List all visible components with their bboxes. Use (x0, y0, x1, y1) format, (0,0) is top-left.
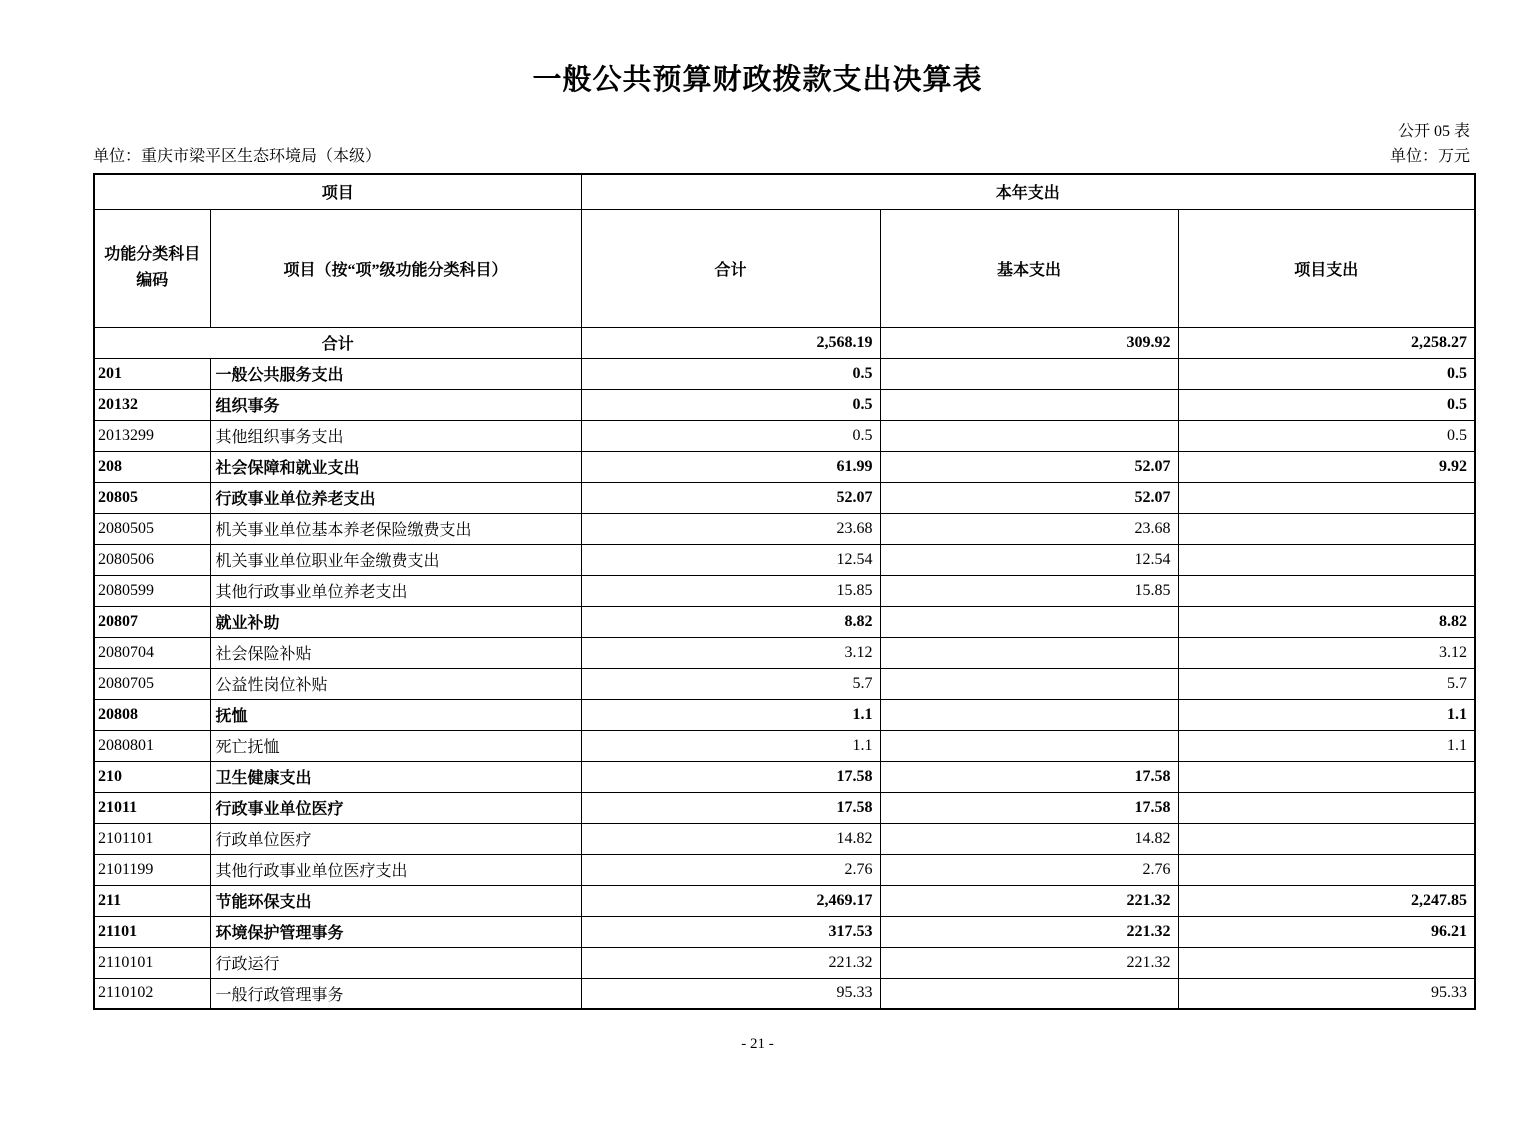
project-cell: 1.1 (1178, 730, 1475, 761)
total-cell: 221.32 (581, 947, 880, 978)
col-header-function-code (94, 209, 210, 327)
item-name-cell: 行政事业单位养老支出 (210, 482, 581, 513)
project-cell: 2,258.27 (1178, 327, 1475, 358)
total-cell: 14.82 (581, 823, 880, 854)
total-cell: 0.5 (581, 358, 880, 389)
code-cell: 2080599 (94, 575, 210, 606)
header-col-row (94, 209, 1475, 327)
basic-cell (880, 668, 1178, 699)
table-header-project-group: 项目 (94, 174, 581, 209)
project-cell (1178, 792, 1475, 823)
project-cell: 0.5 (1178, 389, 1475, 420)
project-cell: 2,247.85 (1178, 885, 1475, 916)
item-name-cell: 行政事业单位医疗 (210, 792, 581, 823)
total-cell: 0.5 (581, 420, 880, 451)
total-cell: 95.33 (581, 978, 880, 1009)
code-cell: 21101 (94, 916, 210, 947)
table-row (94, 482, 1475, 513)
code-cell: 2080505 (94, 513, 210, 544)
project-cell (1178, 513, 1475, 544)
basic-cell: 17.58 (880, 792, 1178, 823)
basic-cell: 221.32 (880, 916, 1178, 947)
col-header-project-expenditure: 项目支出 (1178, 209, 1475, 327)
item-name-cell: 死亡抚恤 (210, 730, 581, 761)
code-cell: 2080705 (94, 668, 210, 699)
item-name-cell: 组织事务 (210, 389, 581, 420)
code-cell: 20132 (94, 389, 210, 420)
col-header-basic-expenditure: 基本支出 (880, 209, 1178, 327)
meta-row (0, 145, 1515, 169)
project-cell: 5.7 (1178, 668, 1475, 699)
table-row (94, 761, 1475, 792)
project-cell: 1.1 (1178, 699, 1475, 730)
project-cell (1178, 482, 1475, 513)
project-cell: 8.82 (1178, 606, 1475, 637)
basic-cell (880, 389, 1178, 420)
total-cell: 317.53 (581, 916, 880, 947)
code-cell: 20805 (94, 482, 210, 513)
col-header-function-code-line1: 功能分类科目 (104, 246, 201, 263)
project-cell: 3.12 (1178, 637, 1475, 668)
basic-cell (880, 730, 1178, 761)
total-cell: 8.82 (581, 606, 880, 637)
project-cell: 0.5 (1178, 420, 1475, 451)
total-cell: 2,568.19 (581, 327, 880, 358)
code-cell: 210 (94, 761, 210, 792)
table-row (94, 420, 1475, 451)
item-name-cell: 机关事业单位职业年金缴费支出 (210, 544, 581, 575)
basic-cell: 221.32 (880, 885, 1178, 916)
table-row (94, 885, 1475, 916)
table-row (94, 668, 1475, 699)
total-cell: 0.5 (581, 389, 880, 420)
code-cell: 20807 (94, 606, 210, 637)
code-cell: 2080704 (94, 637, 210, 668)
table-row (94, 699, 1475, 730)
table-row (94, 358, 1475, 389)
basic-cell: 52.07 (880, 482, 1178, 513)
org-unit-label: 单位：重庆市梁平区生态环境局（本级） (93, 148, 382, 165)
table-row (94, 978, 1475, 1009)
total-cell: 12.54 (581, 544, 880, 575)
item-name-cell: 社会保险补贴 (210, 637, 581, 668)
item-name-cell: 节能环保支出 (210, 885, 581, 916)
table-row (94, 916, 1475, 947)
table-row (94, 637, 1475, 668)
code-cell: 20808 (94, 699, 210, 730)
code-cell: 201 (94, 358, 210, 389)
code-cell: 211 (94, 885, 210, 916)
col-header-item-name: 项目（按“项”级功能分类科目） (210, 209, 581, 327)
table-row (94, 513, 1475, 544)
code-cell: 2101199 (94, 854, 210, 885)
basic-cell: 14.82 (880, 823, 1178, 854)
table-row (94, 575, 1475, 606)
project-cell: 9.92 (1178, 451, 1475, 482)
project-cell: 95.33 (1178, 978, 1475, 1009)
basic-cell (880, 420, 1178, 451)
item-name-cell: 其他组织事务支出 (210, 420, 581, 451)
project-cell: 96.21 (1178, 916, 1475, 947)
total-cell: 1.1 (581, 699, 880, 730)
table-row (94, 854, 1475, 885)
item-name-cell: 就业补助 (210, 606, 581, 637)
item-name-cell: 行政运行 (210, 947, 581, 978)
budget-table (93, 173, 1476, 1010)
basic-cell (880, 358, 1178, 389)
total-cell: 2,469.17 (581, 885, 880, 916)
basic-cell: 52.07 (880, 451, 1178, 482)
basic-cell (880, 637, 1178, 668)
basic-cell: 17.58 (880, 761, 1178, 792)
col-header-total: 合计 (581, 209, 880, 327)
item-name-cell: 公益性岗位补贴 (210, 668, 581, 699)
table-row (94, 947, 1475, 978)
item-name-cell: 其他行政事业单位养老支出 (210, 575, 581, 606)
page-number: - 21 - (741, 1036, 774, 1052)
project-cell (1178, 575, 1475, 606)
total-cell: 61.99 (581, 451, 880, 482)
basic-cell: 23.68 (880, 513, 1178, 544)
total-cell: 17.58 (581, 761, 880, 792)
basic-cell: 15.85 (880, 575, 1178, 606)
table-row (94, 451, 1475, 482)
money-unit-label: 单位：万元 (1389, 148, 1470, 165)
code-cell: 2080801 (94, 730, 210, 761)
basic-cell: 309.92 (880, 327, 1178, 358)
basic-cell (880, 606, 1178, 637)
code-cell: 2110101 (94, 947, 210, 978)
item-name-cell: 环境保护管理事务 (210, 916, 581, 947)
project-cell (1178, 823, 1475, 854)
table-row (94, 792, 1475, 823)
item-name-cell: 社会保障和就业支出 (210, 451, 581, 482)
total-cell: 1.1 (581, 730, 880, 761)
total-cell: 52.07 (581, 482, 880, 513)
item-name-cell: 机关事业单位基本养老保险缴费支出 (210, 513, 581, 544)
total-cell: 2.76 (581, 854, 880, 885)
table-row (94, 606, 1475, 637)
basic-cell (880, 978, 1178, 1009)
item-name-cell: 其他行政事业单位医疗支出 (210, 854, 581, 885)
publish-table-label: 公开 05 表 (1397, 123, 1470, 140)
code-cell: 2101101 (94, 823, 210, 854)
table-row (94, 389, 1475, 420)
project-cell (1178, 544, 1475, 575)
code-cell: 2110102 (94, 978, 210, 1009)
project-cell: 0.5 (1178, 358, 1475, 389)
table-row (94, 544, 1475, 575)
basic-cell: 12.54 (880, 544, 1178, 575)
table-header-current-year-group: 本年支出 (581, 174, 1475, 209)
table-header (94, 174, 1475, 327)
code-cell: 2013299 (94, 420, 210, 451)
basic-cell (880, 699, 1178, 730)
total-cell: 17.58 (581, 792, 880, 823)
col-header-function-code-line2: 编码 (136, 272, 169, 289)
item-name-cell: 一般公共服务支出 (210, 358, 581, 389)
total-cell: 15.85 (581, 575, 880, 606)
code-cell: 21011 (94, 792, 210, 823)
total-cell: 23.68 (581, 513, 880, 544)
project-cell (1178, 761, 1475, 792)
project-cell (1178, 854, 1475, 885)
basic-cell: 2.76 (880, 854, 1178, 885)
table-row (94, 730, 1475, 761)
table-row (94, 823, 1475, 854)
page-title: 一般公共预算财政拨款支出决算表 (532, 64, 983, 96)
project-cell (1178, 947, 1475, 978)
total-cell: 5.7 (581, 668, 880, 699)
item-name-cell: 行政单位医疗 (210, 823, 581, 854)
total-cell: 3.12 (581, 637, 880, 668)
code-cell: 208 (94, 451, 210, 482)
table-body (94, 327, 1475, 1009)
basic-cell: 221.32 (880, 947, 1178, 978)
item-name-cell: 合计 (94, 327, 581, 358)
table-row (94, 327, 1475, 358)
item-name-cell: 卫生健康支出 (210, 761, 581, 792)
header-group-row (94, 174, 1475, 209)
item-name-cell: 抚恤 (210, 699, 581, 730)
code-cell: 2080506 (94, 544, 210, 575)
item-name-cell: 一般行政管理事务 (210, 978, 581, 1009)
